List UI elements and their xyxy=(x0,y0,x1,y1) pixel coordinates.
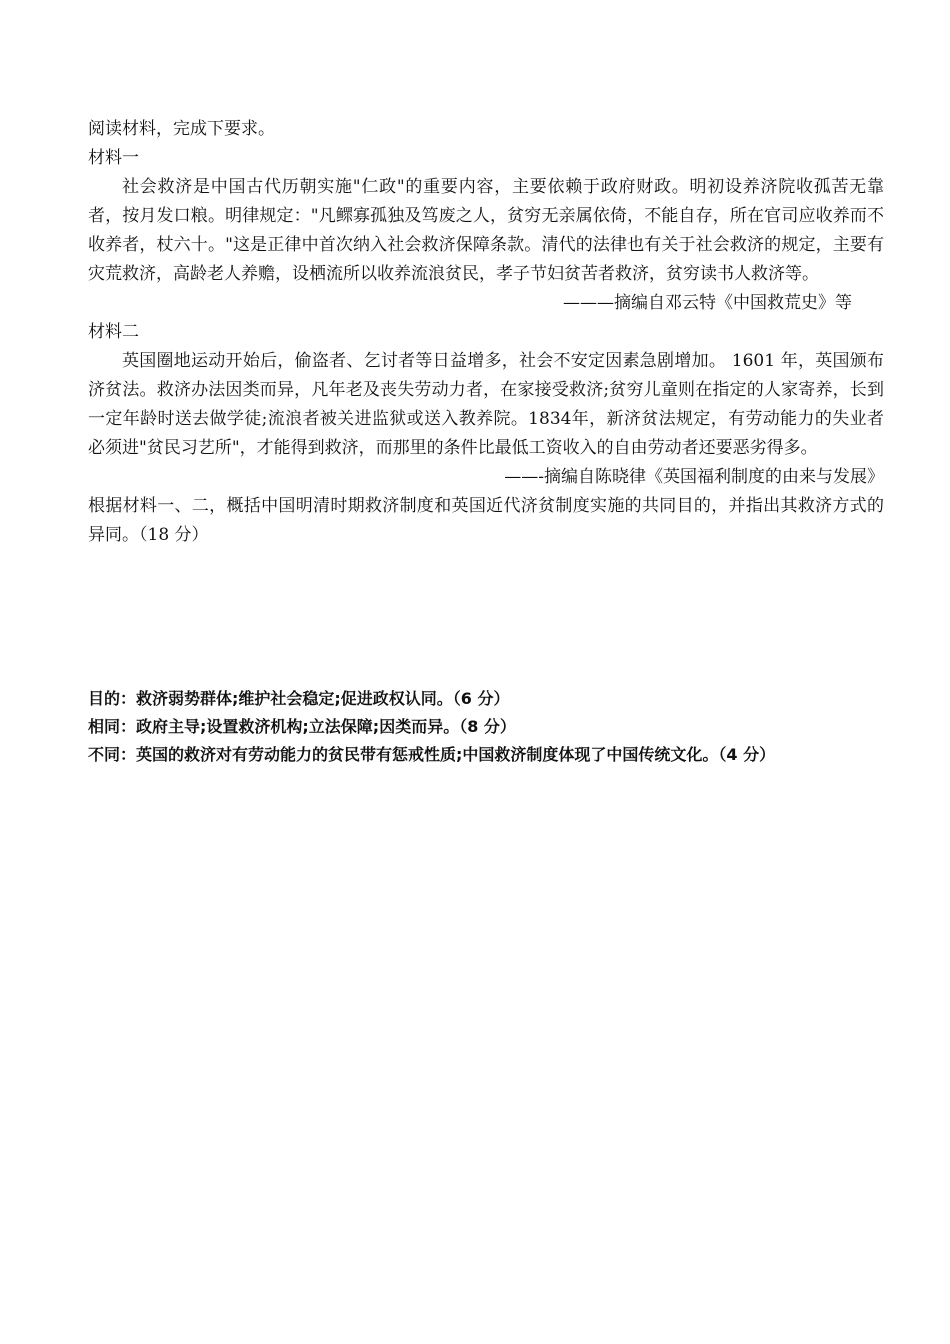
answer-purpose: 目的：救济弱势群体;维护社会稳定;促进政权认同。（6 分） xyxy=(88,689,510,708)
material2-source: ——-摘编自陈晓律《英国福利制度的由来与发展》 xyxy=(504,467,884,487)
answer-similarity: 相同：政府主导;设置救济机构;立法保障;因类而异。（8 分） xyxy=(88,717,516,736)
material2-body: 英国圈地运动开始后，偷盗者、乞讨者等日益增多，社会不安定因素急剧增加。 1601 年，英国颁布济贫法。救济办法因类而异，凡年老及丧失劳动力者，在家接受救济;贫穷儿童则在指定的人家寄养，长到一定年龄时送去做学徒;流浪者被关进监狱或送入教养院。1834年，新济贫法规定，有劳动能力的失业者必须进"贫民习艺所"，才能得到救济，而那里的条件比最低工资收入的自由劳动者还要恶劣得多。 xyxy=(88,351,884,458)
material1-body: 社会救济是中国古代历朝实施"仁政"的重要内容，主要依赖于政府财政。明初设养济院收孤苦无靠者，按月发口粮。明律规定："凡鳏寡孤独及笃废之人，贫穷无亲属依倚，不能自存，所在官司应收养而不收养者，杖六十。"这是正律中首次纳入社会救济保障条款。清代的法律也有关于社会救济的规定，主要有灾荒救济，高龄老人养赡，设栖流所以收养流浪贫民，孝子节妇贫苦者救济，贫穷读书人救济等。 xyxy=(88,177,884,284)
question-block xyxy=(88,115,884,550)
answer-difference: 不同：英国的救济对有劳动能力的贫民带有惩戒性质;中国救济制度体现了中国传统文化。（4 分） xyxy=(88,745,776,764)
answer-block xyxy=(88,685,884,769)
material2-heading: 材料二 xyxy=(88,322,139,342)
material1-heading: 材料一 xyxy=(88,148,139,168)
instruction: 阅读材料，完成下要求。 xyxy=(88,119,275,139)
question-prompt: 根据材料一、二，概括中国明清时期救济制度和英国近代济贫制度实施的共同目的，并指出其救济方式的异同。（18 分） xyxy=(88,496,884,545)
material1-source: ———摘编自邓云特《中国救荒史》等 xyxy=(563,293,852,313)
